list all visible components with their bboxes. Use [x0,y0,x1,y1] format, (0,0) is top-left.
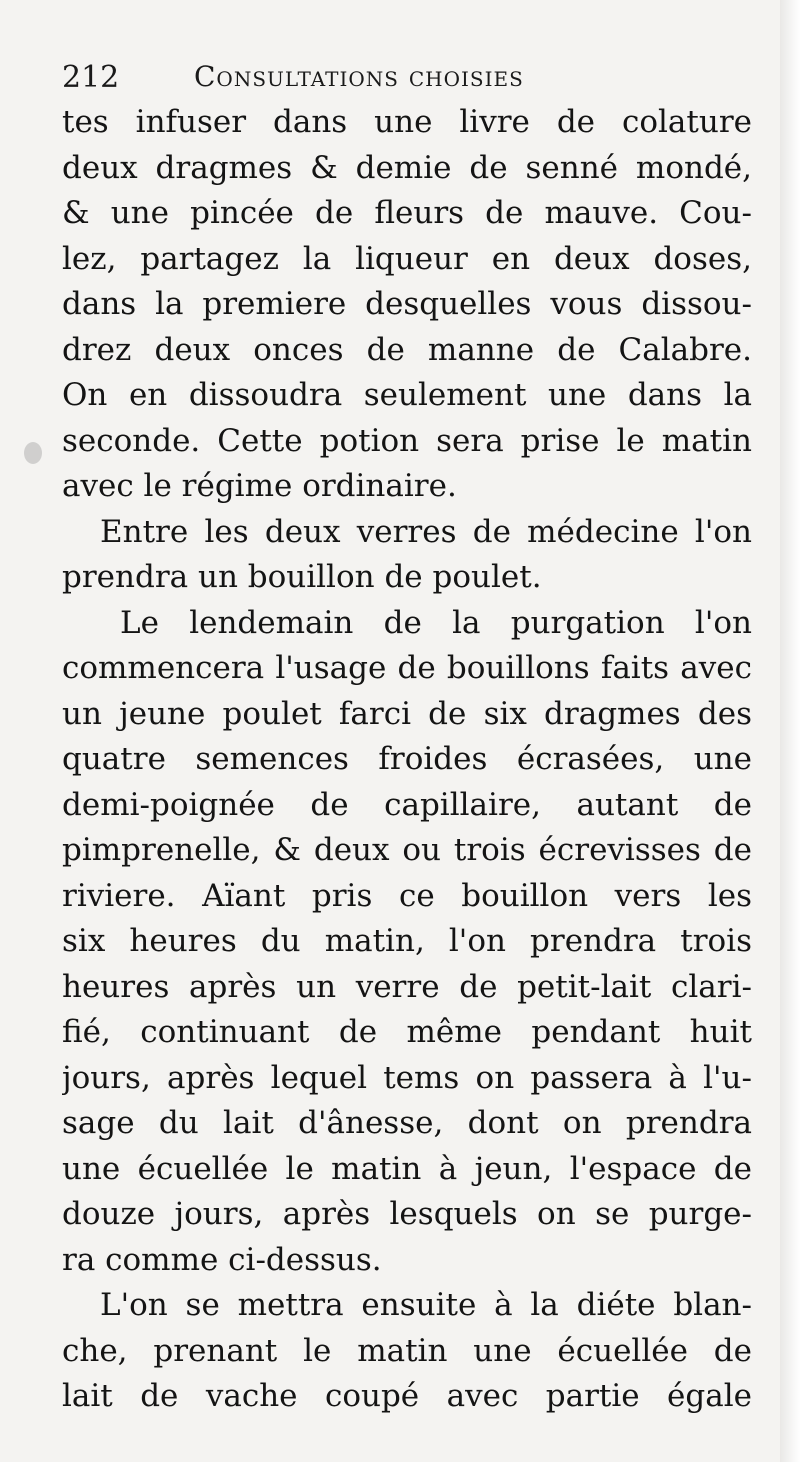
text-line: riviere. Aïant pris ce bouillon vers les [62,877,752,914]
text-line: seconde. Cette potion sera prise le matin [62,422,752,459]
text-line: fié, continuant de même pendant huit [62,1014,752,1050]
text-line: jours, après lequel tems on passera à l'u- [62,1059,752,1096]
text-line: prendra un bouillon de poulet. [62,559,542,595]
text-line: lait de vache coupé avec partie égale [62,1378,752,1414]
text-line: che, prenant le matin une écuellée de [62,1332,752,1369]
text-line: une écuellée le matin à jeun, l'espace de [62,1150,752,1187]
text-line: douze jours, après lesquels on se purge- [62,1196,752,1232]
text-line: heures après un verre de petit-lait clari- [62,968,752,1005]
text-line: dans la premiere desquelles vous dissou- [62,286,752,322]
running-title: Consultations choisies [194,60,524,93]
body-text [62,100,752,1420]
text-line: deux dragmes & demie de senné mondé, [62,149,752,186]
text-line: sage du lait d'ânesse, dont on prendra [62,1105,752,1141]
text-line: six heures du matin, l'on prendra trois [62,923,752,959]
text-line: pimprenelle, & deux ou trois écrevisses de [62,832,752,868]
text-line: On en dissoudra seulement une dans la [62,377,752,413]
text-line: lez, partagez la liqueur en deux doses, [62,240,752,277]
text-line: quatre semences froides écrasées, une [62,741,752,777]
text-line: demi-poignée de capillaire, autant de [62,786,752,823]
page-number: 212 [62,60,120,95]
text-line: avec le régime ordinaire. [62,468,457,504]
text-line: drez deux onces de manne de Calabre. [62,331,752,368]
text-line: Entre les deux verres de médecine l'on [100,513,752,550]
ink-smudge [24,442,42,464]
text-line: commencera l'usage de bouillons faits avec [62,650,752,686]
text-line: & une pincée de fleurs de mauve. Cou- [62,195,752,231]
running-head [62,56,702,100]
text-line: ra comme ci-dessus. [62,1241,382,1278]
text-line: Le lendemain de la purgation l'on [120,604,752,641]
text-line: tes infuser dans une livre de colature [62,104,752,140]
text-line: un jeune poulet farci de six dragmes des [62,695,752,732]
page-edge [780,0,800,1462]
text-line: L'on se mettra ensuite à la diéte blan- [100,1287,752,1323]
